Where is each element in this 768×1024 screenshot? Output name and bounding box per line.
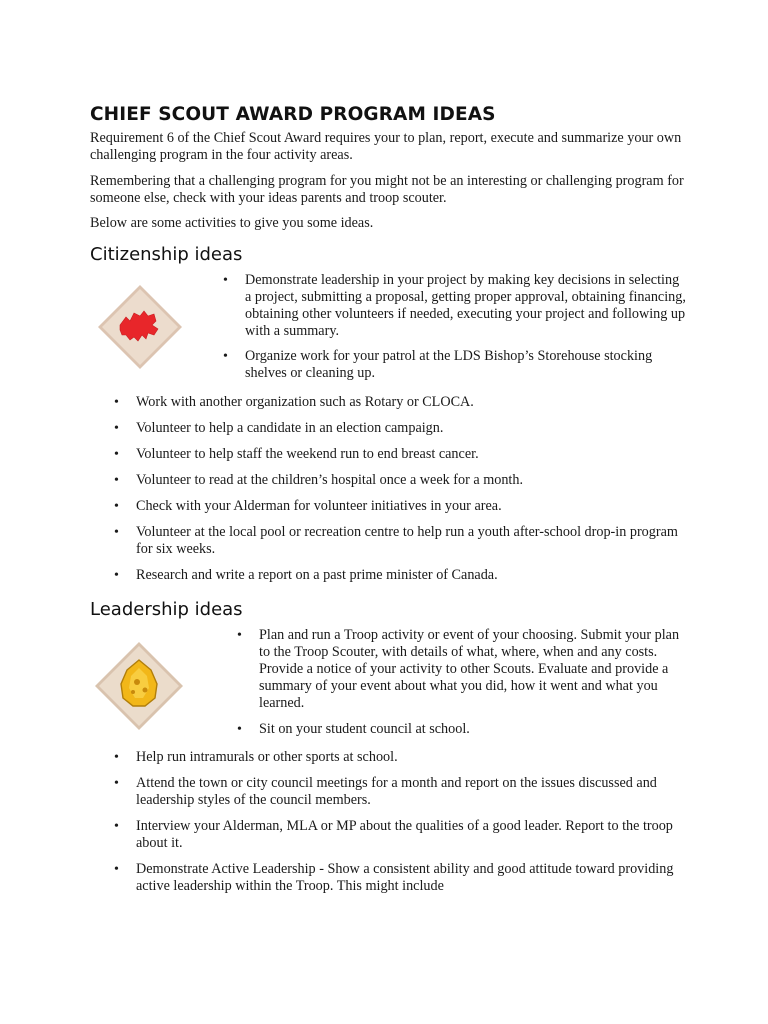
list-item: • Volunteer to help a candidate in an election campaign. <box>114 420 694 437</box>
list-item: • Volunteer at the local pool or recreation centre to help run a youth after-school drop-in program for six weeks. <box>114 524 694 558</box>
list-item: • Check with your Alderman for volunteer initiatives in your area. <box>114 498 694 515</box>
list-item: • Research and write a report on a past prime minister of Canada. <box>114 567 694 584</box>
citizenship-badge-side-list <box>223 272 688 382</box>
list-item: • Volunteer to read at the children’s hospital once a week for a month. <box>114 472 694 489</box>
list-item: • Plan and run a Troop activity or event of your choosing. Submit your plan to the Troop Scouter, with details of what, where, when and any costs. Provide a notice of your activity to other Scouts. Evaluate and provide a summary of your event about what you did, how it went and what you learned. <box>237 627 682 712</box>
leadership-list <box>114 749 684 895</box>
citizenship-heading: Citizenship ideas <box>90 244 243 265</box>
list-item: • Attend the town or city council meetings for a month and report on the issues discussed and leadership styles of the council members. <box>114 775 684 809</box>
list-item: • Demonstrate Active Leadership - Show a consistent ability and good attitude toward providing active leadership within the Troop. This might include <box>114 861 684 895</box>
list-item: • Interview your Alderman, MLA or MP about the qualities of a good leader. Report to the troop about it. <box>114 818 684 852</box>
list-item: • Sit on your student council at school. <box>237 721 682 738</box>
leadership-heading: Leadership ideas <box>90 599 243 620</box>
intro-paragraph-2: Remembering that a challenging program for you might not be an interesting or challenging program for someone else, check with your ideas parents and troop scouter. <box>90 173 684 206</box>
list-item: • Work with another organization such as Rotary or CLOCA. <box>114 394 694 411</box>
citizenship-list <box>114 394 694 584</box>
list-item: • Organize work for your patrol at the LDS Bishop’s Storehouse stocking shelves or cleaning up. <box>223 348 688 382</box>
intro-paragraph-3: Below are some activities to give you some ideas. <box>90 215 374 231</box>
canada-map-badge-icon <box>96 283 184 371</box>
intro-paragraph-1: Requirement 6 of the Chief Scout Award requires your to plan, report, execute and summarize your own challenging program in the four activity areas. <box>90 130 682 163</box>
list-item: • Volunteer to help staff the weekend run to end breast cancer. <box>114 446 694 463</box>
leadership-badge-side-list <box>237 627 682 738</box>
page-title: CHIEF SCOUT AWARD PROGRAM IDEAS <box>90 104 496 125</box>
list-item: • Help run intramurals or other sports at school. <box>114 749 684 766</box>
arrowhead-badge-icon <box>93 640 185 732</box>
list-item: • Demonstrate leadership in your project by making key decisions in selecting a project, submitting a proposal, getting proper approval, obtaining financing, obtaining other volunteers if needed, executing your project and following up with a summary. <box>223 272 688 340</box>
